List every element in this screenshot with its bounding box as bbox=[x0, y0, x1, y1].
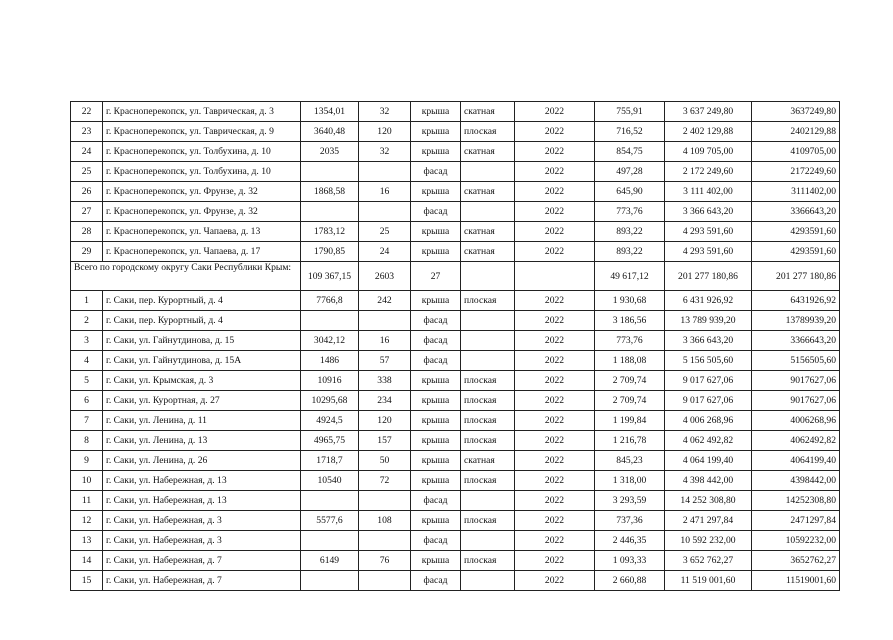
row-year: 2022 bbox=[515, 571, 595, 591]
row-element: фасад bbox=[411, 571, 461, 591]
row-number: 22 bbox=[71, 102, 103, 122]
row-residents bbox=[359, 202, 411, 222]
row-unit-cost: 1 188,08 bbox=[595, 351, 665, 371]
row-cost: 3 366 643,20 bbox=[665, 331, 752, 351]
row-area bbox=[301, 162, 359, 182]
table-row bbox=[71, 391, 840, 411]
row-cost-limit: 9017627,06 bbox=[752, 391, 840, 411]
table-row bbox=[71, 411, 840, 431]
table-row bbox=[71, 222, 840, 242]
total-empty-roof bbox=[461, 262, 515, 291]
row-residents bbox=[359, 531, 411, 551]
row-element: крыша bbox=[411, 411, 461, 431]
row-year: 2022 bbox=[515, 371, 595, 391]
table-row bbox=[71, 491, 840, 511]
row-roof-type: скатная bbox=[461, 102, 515, 122]
row-residents: 234 bbox=[359, 391, 411, 411]
total-area: 109 367,15 bbox=[301, 262, 359, 291]
row-address: г. Красноперекопск, ул. Толбухина, д. 10 bbox=[103, 162, 301, 182]
row-number: 2 bbox=[71, 311, 103, 331]
row-residents: 120 bbox=[359, 411, 411, 431]
row-number: 26 bbox=[71, 182, 103, 202]
row-element: фасад bbox=[411, 202, 461, 222]
row-element: крыша bbox=[411, 391, 461, 411]
row-roof-type bbox=[461, 531, 515, 551]
row-residents: 50 bbox=[359, 451, 411, 471]
row-cost-limit: 9017627,06 bbox=[752, 371, 840, 391]
row-residents: 57 bbox=[359, 351, 411, 371]
row-cost: 4 062 492,82 bbox=[665, 431, 752, 451]
row-roof-type: плоская bbox=[461, 431, 515, 451]
row-cost: 4 293 591,60 bbox=[665, 242, 752, 262]
row-year: 2022 bbox=[515, 451, 595, 471]
row-roof-type: скатная bbox=[461, 142, 515, 162]
row-unit-cost: 1 216,78 bbox=[595, 431, 665, 451]
row-cost-limit: 5156505,60 bbox=[752, 351, 840, 371]
row-element: крыша bbox=[411, 182, 461, 202]
row-roof-type bbox=[461, 331, 515, 351]
row-cost-limit: 11519001,60 bbox=[752, 571, 840, 591]
row-number: 7 bbox=[71, 411, 103, 431]
row-address: г. Красноперекопск, ул. Толбухина, д. 10 bbox=[103, 142, 301, 162]
row-roof-type bbox=[461, 491, 515, 511]
row-element: крыша bbox=[411, 371, 461, 391]
row-cost: 14 252 308,80 bbox=[665, 491, 752, 511]
row-residents: 157 bbox=[359, 431, 411, 451]
row-number: 27 bbox=[71, 202, 103, 222]
table-row bbox=[71, 471, 840, 491]
row-residents bbox=[359, 491, 411, 511]
row-cost: 3 111 402,00 bbox=[665, 182, 752, 202]
row-number: 24 bbox=[71, 142, 103, 162]
row-area: 7766,8 bbox=[301, 291, 359, 311]
row-roof-type: плоская bbox=[461, 411, 515, 431]
row-year: 2022 bbox=[515, 391, 595, 411]
row-address: г. Красноперекопск, ул. Таврическая, д. 3 bbox=[103, 102, 301, 122]
row-number: 15 bbox=[71, 571, 103, 591]
row-cost: 4 293 591,60 bbox=[665, 222, 752, 242]
row-roof-type: плоская bbox=[461, 391, 515, 411]
row-area: 4924,5 bbox=[301, 411, 359, 431]
row-address: г. Красноперекопск, ул. Чапаева, д. 17 bbox=[103, 242, 301, 262]
table-row bbox=[71, 331, 840, 351]
total-cost-limit: 201 277 180,86 bbox=[752, 262, 840, 291]
row-cost-limit: 3111402,00 bbox=[752, 182, 840, 202]
row-residents: 108 bbox=[359, 511, 411, 531]
row-cost-limit: 6431926,92 bbox=[752, 291, 840, 311]
total-cost: 201 277 180,86 bbox=[665, 262, 752, 291]
row-number: 6 bbox=[71, 391, 103, 411]
row-roof-type: плоская bbox=[461, 511, 515, 531]
row-cost: 11 519 001,60 bbox=[665, 571, 752, 591]
row-residents: 120 bbox=[359, 122, 411, 142]
row-year: 2022 bbox=[515, 351, 595, 371]
row-area: 3640,48 bbox=[301, 122, 359, 142]
row-element: крыша bbox=[411, 551, 461, 571]
row-address: г. Саки, ул. Набережная, д. 7 bbox=[103, 551, 301, 571]
table-row bbox=[71, 182, 840, 202]
row-year: 2022 bbox=[515, 182, 595, 202]
row-year: 2022 bbox=[515, 291, 595, 311]
row-residents bbox=[359, 571, 411, 591]
table-row bbox=[71, 122, 840, 142]
row-unit-cost: 737,36 bbox=[595, 511, 665, 531]
row-element: фасад bbox=[411, 331, 461, 351]
row-year: 2022 bbox=[515, 311, 595, 331]
row-roof-type bbox=[461, 311, 515, 331]
row-address: г. Саки, ул. Ленина, д. 13 bbox=[103, 431, 301, 451]
row-roof-type bbox=[461, 351, 515, 371]
row-number: 25 bbox=[71, 162, 103, 182]
table-body-total bbox=[71, 262, 840, 291]
table-row bbox=[71, 431, 840, 451]
table-row bbox=[71, 531, 840, 551]
row-residents bbox=[359, 162, 411, 182]
row-cost: 4 064 199,40 bbox=[665, 451, 752, 471]
row-cost: 2 471 297,84 bbox=[665, 511, 752, 531]
row-cost: 4 398 442,00 bbox=[665, 471, 752, 491]
row-number: 1 bbox=[71, 291, 103, 311]
row-unit-cost: 3 293,59 bbox=[595, 491, 665, 511]
row-year: 2022 bbox=[515, 531, 595, 551]
table-row bbox=[71, 571, 840, 591]
row-unit-cost: 497,28 bbox=[595, 162, 665, 182]
row-unit-cost: 2 709,74 bbox=[595, 371, 665, 391]
row-roof-type: плоская bbox=[461, 122, 515, 142]
row-cost-limit: 2402129,88 bbox=[752, 122, 840, 142]
row-element: крыша bbox=[411, 511, 461, 531]
row-number: 11 bbox=[71, 491, 103, 511]
row-cost: 4 006 268,96 bbox=[665, 411, 752, 431]
row-residents: 25 bbox=[359, 222, 411, 242]
row-unit-cost: 1 318,00 bbox=[595, 471, 665, 491]
row-address: г. Саки, ул. Набережная, д. 3 bbox=[103, 531, 301, 551]
table-row bbox=[71, 511, 840, 531]
row-unit-cost: 1 199,84 bbox=[595, 411, 665, 431]
table-row bbox=[71, 242, 840, 262]
row-address: г. Саки, ул. Набережная, д. 3 bbox=[103, 511, 301, 531]
row-year: 2022 bbox=[515, 142, 595, 162]
total-residents: 2603 bbox=[359, 262, 411, 291]
row-area: 1868,58 bbox=[301, 182, 359, 202]
row-element: крыша bbox=[411, 222, 461, 242]
row-cost: 3 366 643,20 bbox=[665, 202, 752, 222]
row-unit-cost: 893,22 bbox=[595, 222, 665, 242]
row-number: 29 bbox=[71, 242, 103, 262]
row-unit-cost: 893,22 bbox=[595, 242, 665, 262]
repair-program-table bbox=[70, 101, 840, 591]
row-residents: 32 bbox=[359, 142, 411, 162]
row-number: 5 bbox=[71, 371, 103, 391]
table-row bbox=[71, 371, 840, 391]
row-address: г. Саки, ул. Ленина, д. 11 bbox=[103, 411, 301, 431]
row-address: г. Саки, ул. Набережная, д. 13 bbox=[103, 471, 301, 491]
row-number: 9 bbox=[71, 451, 103, 471]
row-area bbox=[301, 202, 359, 222]
row-year: 2022 bbox=[515, 511, 595, 531]
row-roof-type: скатная bbox=[461, 242, 515, 262]
row-address: г. Саки, ул. Гайнутдинова, д. 15 bbox=[103, 331, 301, 351]
row-number: 8 bbox=[71, 431, 103, 451]
total-unit-cost: 49 617,12 bbox=[595, 262, 665, 291]
row-unit-cost: 2 709,74 bbox=[595, 391, 665, 411]
row-cost-limit: 4293591,60 bbox=[752, 242, 840, 262]
row-address: г. Саки, ул. Набережная, д. 7 bbox=[103, 571, 301, 591]
row-element: фасад bbox=[411, 491, 461, 511]
row-year: 2022 bbox=[515, 331, 595, 351]
row-roof-type: скатная bbox=[461, 182, 515, 202]
row-unit-cost: 773,76 bbox=[595, 331, 665, 351]
row-unit-cost: 645,90 bbox=[595, 182, 665, 202]
row-number: 14 bbox=[71, 551, 103, 571]
row-element: крыша bbox=[411, 451, 461, 471]
row-cost-limit: 4109705,00 bbox=[752, 142, 840, 162]
row-address: г. Саки, ул. Крымская, д. 3 bbox=[103, 371, 301, 391]
row-cost-limit: 14252308,80 bbox=[752, 491, 840, 511]
row-area: 2035 bbox=[301, 142, 359, 162]
total-count: 27 bbox=[411, 262, 461, 291]
row-roof-type: скатная bbox=[461, 451, 515, 471]
row-cost-limit: 10592232,00 bbox=[752, 531, 840, 551]
row-roof-type: плоская bbox=[461, 551, 515, 571]
row-roof-type: плоская bbox=[461, 291, 515, 311]
row-roof-type: скатная bbox=[461, 222, 515, 242]
row-area: 1486 bbox=[301, 351, 359, 371]
row-area: 10540 bbox=[301, 471, 359, 491]
row-address: г. Красноперекопск, ул. Фрунзе, д. 32 bbox=[103, 182, 301, 202]
row-element: крыша bbox=[411, 142, 461, 162]
total-empty-year bbox=[515, 262, 595, 291]
row-element: крыша bbox=[411, 102, 461, 122]
total-row bbox=[71, 262, 840, 291]
row-cost: 10 592 232,00 bbox=[665, 531, 752, 551]
table-row bbox=[71, 202, 840, 222]
row-address: г. Саки, ул. Ленина, д. 26 bbox=[103, 451, 301, 471]
row-cost: 9 017 627,06 bbox=[665, 391, 752, 411]
row-area bbox=[301, 491, 359, 511]
row-year: 2022 bbox=[515, 431, 595, 451]
row-area bbox=[301, 531, 359, 551]
row-cost-limit: 3652762,27 bbox=[752, 551, 840, 571]
row-number: 10 bbox=[71, 471, 103, 491]
row-number: 4 bbox=[71, 351, 103, 371]
row-element: фасад bbox=[411, 531, 461, 551]
row-year: 2022 bbox=[515, 491, 595, 511]
row-cost: 2 172 249,60 bbox=[665, 162, 752, 182]
row-area: 1718,7 bbox=[301, 451, 359, 471]
row-roof-type: плоская bbox=[461, 471, 515, 491]
row-element: фасад bbox=[411, 311, 461, 331]
row-roof-type: плоская bbox=[461, 371, 515, 391]
row-cost-limit: 3366643,20 bbox=[752, 331, 840, 351]
table-row bbox=[71, 162, 840, 182]
row-area: 10295,68 bbox=[301, 391, 359, 411]
row-cost: 4 109 705,00 bbox=[665, 142, 752, 162]
row-year: 2022 bbox=[515, 471, 595, 491]
row-unit-cost: 845,23 bbox=[595, 451, 665, 471]
row-roof-type bbox=[461, 202, 515, 222]
row-address: г. Саки, пер. Курортный, д. 4 bbox=[103, 291, 301, 311]
row-residents: 338 bbox=[359, 371, 411, 391]
row-cost: 3 637 249,80 bbox=[665, 102, 752, 122]
row-address: г. Красноперекопск, ул. Чапаева, д. 13 bbox=[103, 222, 301, 242]
row-residents bbox=[359, 311, 411, 331]
total-label: Всего по городскому округу Саки Республики Крым: bbox=[71, 262, 301, 291]
row-roof-type bbox=[461, 571, 515, 591]
row-element: фасад bbox=[411, 351, 461, 371]
row-cost-limit: 13789939,20 bbox=[752, 311, 840, 331]
row-element: крыша bbox=[411, 471, 461, 491]
row-residents: 242 bbox=[359, 291, 411, 311]
row-year: 2022 bbox=[515, 411, 595, 431]
row-unit-cost: 755,91 bbox=[595, 102, 665, 122]
row-area: 1790,85 bbox=[301, 242, 359, 262]
table-row bbox=[71, 451, 840, 471]
row-address: г. Саки, пер. Курортный, д. 4 bbox=[103, 311, 301, 331]
row-cost: 5 156 505,60 bbox=[665, 351, 752, 371]
row-year: 2022 bbox=[515, 551, 595, 571]
row-element: крыша bbox=[411, 122, 461, 142]
row-cost-limit: 3366643,20 bbox=[752, 202, 840, 222]
row-address: г. Красноперекопск, ул. Таврическая, д. 9 bbox=[103, 122, 301, 142]
row-year: 2022 bbox=[515, 222, 595, 242]
row-area bbox=[301, 311, 359, 331]
row-year: 2022 bbox=[515, 122, 595, 142]
row-unit-cost: 2 660,88 bbox=[595, 571, 665, 591]
row-area: 3042,12 bbox=[301, 331, 359, 351]
row-area: 5577,6 bbox=[301, 511, 359, 531]
row-cost: 13 789 939,20 bbox=[665, 311, 752, 331]
table-row bbox=[71, 551, 840, 571]
table-body-krasnoperekopsk bbox=[71, 102, 840, 262]
table-row bbox=[71, 102, 840, 122]
row-cost: 3 652 762,27 bbox=[665, 551, 752, 571]
row-residents: 16 bbox=[359, 182, 411, 202]
row-area: 1354,01 bbox=[301, 102, 359, 122]
row-cost-limit: 4062492,82 bbox=[752, 431, 840, 451]
row-residents: 16 bbox=[359, 331, 411, 351]
row-year: 2022 bbox=[515, 202, 595, 222]
row-cost-limit: 4006268,96 bbox=[752, 411, 840, 431]
row-residents: 76 bbox=[359, 551, 411, 571]
row-cost: 6 431 926,92 bbox=[665, 291, 752, 311]
row-cost-limit: 3637249,80 bbox=[752, 102, 840, 122]
row-number: 13 bbox=[71, 531, 103, 551]
row-area: 1783,12 bbox=[301, 222, 359, 242]
row-cost-limit: 2172249,60 bbox=[752, 162, 840, 182]
row-number: 23 bbox=[71, 122, 103, 142]
row-residents: 72 bbox=[359, 471, 411, 491]
row-address: г. Саки, ул. Курортная, д. 27 bbox=[103, 391, 301, 411]
row-unit-cost: 2 446,35 bbox=[595, 531, 665, 551]
row-address: г. Саки, ул. Гайнутдинова, д. 15А bbox=[103, 351, 301, 371]
table-body-saki bbox=[71, 291, 840, 591]
table-row bbox=[71, 311, 840, 331]
row-address: г. Саки, ул. Набережная, д. 13 bbox=[103, 491, 301, 511]
table-row bbox=[71, 142, 840, 162]
row-unit-cost: 3 186,56 bbox=[595, 311, 665, 331]
row-unit-cost: 1 930,68 bbox=[595, 291, 665, 311]
row-area: 6149 bbox=[301, 551, 359, 571]
row-year: 2022 bbox=[515, 162, 595, 182]
row-unit-cost: 1 093,33 bbox=[595, 551, 665, 571]
row-cost-limit: 4293591,60 bbox=[752, 222, 840, 242]
row-number: 12 bbox=[71, 511, 103, 531]
row-area: 4965,75 bbox=[301, 431, 359, 451]
row-cost: 2 402 129,88 bbox=[665, 122, 752, 142]
row-year: 2022 bbox=[515, 242, 595, 262]
row-number: 3 bbox=[71, 331, 103, 351]
table-row bbox=[71, 291, 840, 311]
row-residents: 24 bbox=[359, 242, 411, 262]
row-area bbox=[301, 571, 359, 591]
row-year: 2022 bbox=[515, 102, 595, 122]
row-element: крыша bbox=[411, 291, 461, 311]
row-element: фасад bbox=[411, 162, 461, 182]
row-cost: 9 017 627,06 bbox=[665, 371, 752, 391]
row-number: 28 bbox=[71, 222, 103, 242]
row-area: 10916 bbox=[301, 371, 359, 391]
row-address: г. Красноперекопск, ул. Фрунзе, д. 32 bbox=[103, 202, 301, 222]
row-element: крыша bbox=[411, 431, 461, 451]
row-roof-type bbox=[461, 162, 515, 182]
row-cost-limit: 4398442,00 bbox=[752, 471, 840, 491]
row-unit-cost: 716,52 bbox=[595, 122, 665, 142]
row-element: крыша bbox=[411, 242, 461, 262]
row-cost-limit: 4064199,40 bbox=[752, 451, 840, 471]
table-row bbox=[71, 351, 840, 371]
row-unit-cost: 854,75 bbox=[595, 142, 665, 162]
row-unit-cost: 773,76 bbox=[595, 202, 665, 222]
row-residents: 32 bbox=[359, 102, 411, 122]
row-cost-limit: 2471297,84 bbox=[752, 511, 840, 531]
